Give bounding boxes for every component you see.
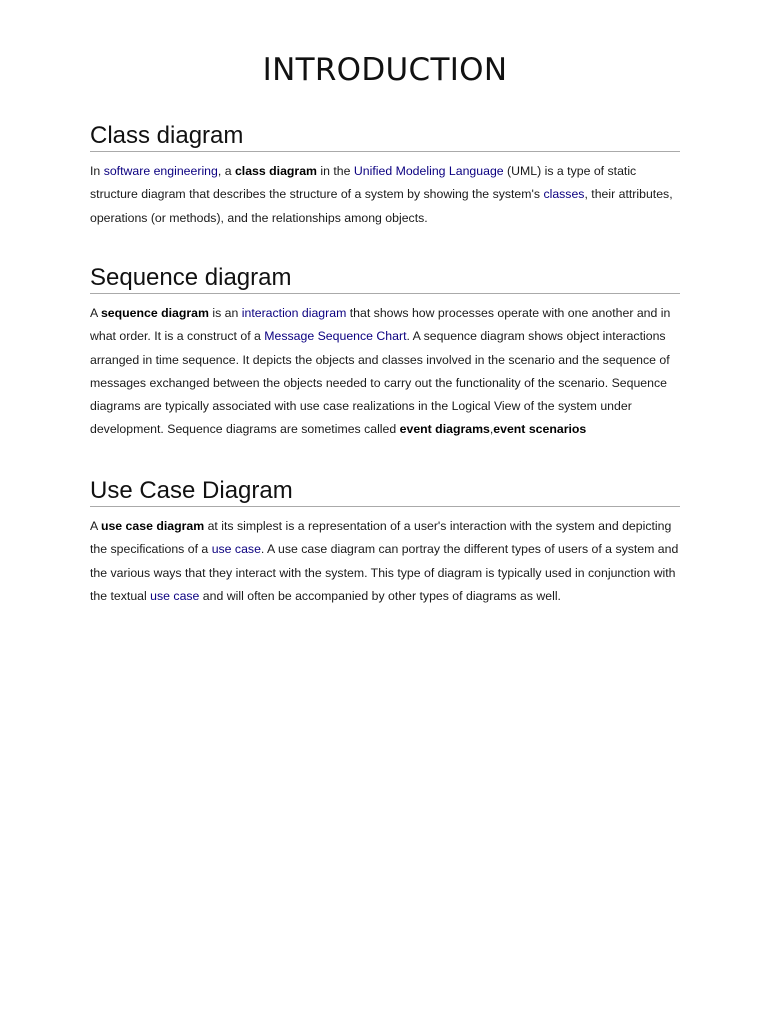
- link-use-case-textual[interactable]: use case: [150, 588, 200, 603]
- text-run: A: [90, 519, 101, 533]
- text-run: ,: [489, 422, 494, 437]
- text-run: in the: [316, 164, 354, 178]
- text-run: at its simplest is a representation of a user's interaction with the system and depicting the specifications of a: [90, 519, 672, 557]
- bold-term-class-diagram: class diagram: [234, 164, 317, 178]
- link-unified-modeling-language[interactable]: Unified Modeling Language: [353, 164, 504, 178]
- text-run: . A sequence diagram shows object interactions arranged in time sequence. It depicts the objects and classes involved in the scenario and the sequence of messages exchanged between the objects needed to carry out the functionality of the scenario. Sequence diagrams are typically associated with use case realizations in the Logical View of the system under development. Sequence diagrams are sometimes called: [90, 329, 670, 437]
- text-run: , a: [217, 164, 235, 178]
- text-run: . A use case diagram can portray the different types of users of a system and the various ways that they interact with the system. This type of diagram is typically used in conjunction with the textual: [90, 542, 679, 603]
- text-run: (UML) is a type of static structure diagram that describes the structure of a system by showing the system's: [90, 164, 637, 202]
- section-body-class-diagram: [90, 160, 680, 230]
- section-body-sequence-diagram: [90, 302, 680, 442]
- section-heading-class-diagram: Class diagram: [90, 121, 680, 152]
- text-run: and will often be accompanied by other types of diagrams as well.: [199, 588, 561, 603]
- section-heading-use-case-diagram: Use Case Diagram: [90, 476, 680, 507]
- text-run: A: [90, 306, 101, 320]
- bold-term-event-scenarios: event scenarios: [493, 422, 587, 437]
- link-message-sequence-chart[interactable]: Message Sequence Chart: [264, 329, 407, 344]
- section-sequence-diagram: [90, 263, 680, 442]
- bold-term-event-diagrams: event diagrams: [399, 422, 490, 437]
- document-title: INTRODUCTION: [262, 52, 508, 88]
- link-use-case[interactable]: use case: [211, 542, 261, 557]
- text-run: In: [90, 164, 104, 178]
- section-heading-sequence-diagram: Sequence diagram: [90, 263, 680, 294]
- link-classes[interactable]: classes: [543, 187, 585, 202]
- bold-term-sequence-diagram: sequence diagram: [100, 306, 209, 320]
- bold-term-use-case-diagram: use case diagram: [100, 519, 205, 533]
- link-software-engineering[interactable]: software engineering: [103, 164, 218, 178]
- link-interaction-diagram[interactable]: interaction diagram: [241, 306, 347, 320]
- section-body-use-case-diagram: [90, 515, 680, 608]
- section-use-case-diagram: [90, 476, 680, 608]
- text-run: , their attributes, operations (or methods), and the relationships among objects.: [90, 187, 673, 225]
- section-class-diagram: [90, 121, 680, 230]
- text-run: that shows how processes operate with one another and in what order. It is a construct of a: [90, 306, 671, 344]
- text-run: is an: [208, 306, 242, 320]
